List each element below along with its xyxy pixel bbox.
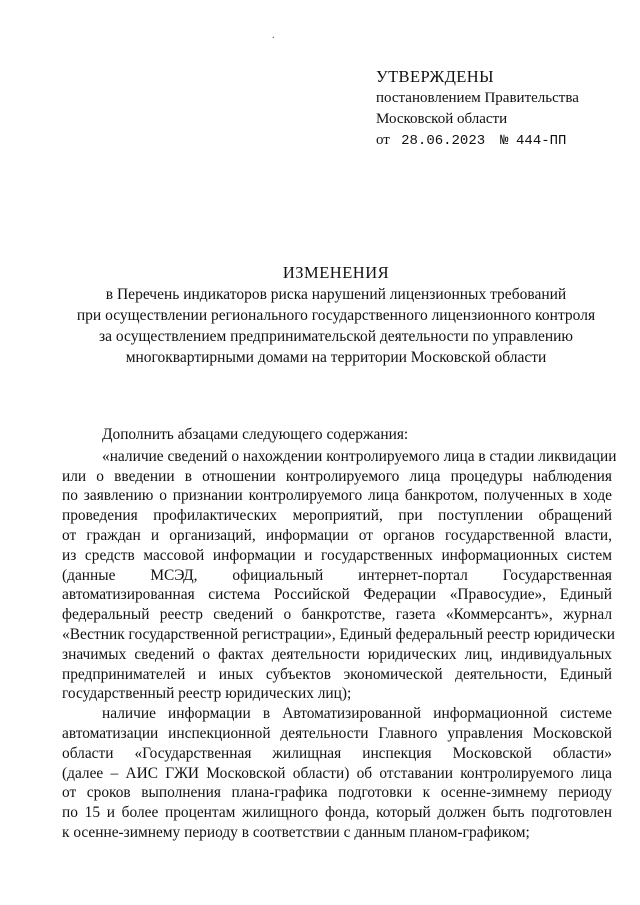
text-line: (данные МСЭД, официальный интернет-портал Государственная (62, 566, 612, 584)
text-line: «наличие сведений о нахождении контролируемого лица в стадии ликвидации (102, 447, 617, 465)
approval-line-1: постановлением Правительства (376, 90, 579, 106)
title-main: ИЗМЕНЕНИЯ (282, 263, 390, 282)
text-line: проведения профилактических мероприятий, при поступлении обращений (62, 507, 612, 525)
text-line: наличие информации в Автоматизированной информационной системе (102, 705, 612, 723)
text-line: государственный реестр юридических лиц); (62, 685, 352, 703)
title-line: за осуществлением предпринимательской деятельности по управлению (99, 328, 573, 345)
approval-line-2: Московской области (376, 111, 508, 127)
text-line: по 15 и более процентам жилищного фонда, который должен быть подготовлен (62, 804, 612, 822)
text-line: от граждан и организаций, информации от органов государственной власти, (62, 526, 612, 544)
text-line: автоматизированная система Российской Федерации «Правосудие», Единый (62, 586, 612, 604)
text-line: из средств массовой информации и государственных информационных систем (62, 546, 612, 564)
text-line: «Вестник государственной регистрации», Единый федеральный реестр юридически (62, 625, 615, 643)
document-body (62, 425, 617, 843)
title-line: при осуществлении регионального государственного лицензионного контроля (76, 307, 596, 324)
text-line: по заявлению о признании контролируемого лица банкротом, полученных в ходе (62, 487, 612, 505)
text-line: автоматизации инспекционной деятельности Главного управления Московской (62, 724, 612, 742)
document-title (60, 262, 612, 368)
approval-block (376, 66, 616, 152)
paragraph-1 (62, 447, 617, 704)
approval-heading: УТВЕРЖДЕНЫ (376, 67, 494, 86)
approval-date: 28.06.2023 (401, 133, 486, 149)
text-line: значимых сведений о фактах деятельности юридических лиц, индивидуальных (62, 645, 612, 663)
title-line: в Перечень индикаторов риска нарушений лицензионных требований (105, 286, 567, 303)
paragraph-2 (62, 704, 612, 843)
text-line: предпринимателей и иных субъектов экономической деятельности, Единый (62, 665, 612, 683)
text-line: или о введении в отношении контролируемого лица процедуры наблюдения (62, 467, 612, 485)
text-line: области «Государственная жилищная инспекция Московской области» (62, 744, 612, 762)
text-line: федеральный реестр сведений о банкротстве, газета «Коммерсантъ», журнал (62, 606, 612, 624)
approval-date-line (376, 130, 616, 152)
scan-mark: . (272, 30, 275, 41)
title-line: многоквартирными домами на территории Московской области (125, 349, 547, 366)
intro-text: Дополнить абзацами следующего содержания: (102, 426, 409, 443)
text-line: к осенне-зимнему периоду в соответствии с данным планом-графиком; (62, 823, 530, 841)
date-prefix: от (376, 132, 390, 148)
text-line: (далее – АИС ГЖИ Московской области) об отставании контролируемого лица (62, 764, 612, 782)
text-line: от сроков выполнения плана-графика подготовки к осенне-зимнему периоду (62, 784, 612, 802)
number-prefix: № (500, 133, 509, 149)
approval-number: 444-ПП (516, 133, 567, 149)
